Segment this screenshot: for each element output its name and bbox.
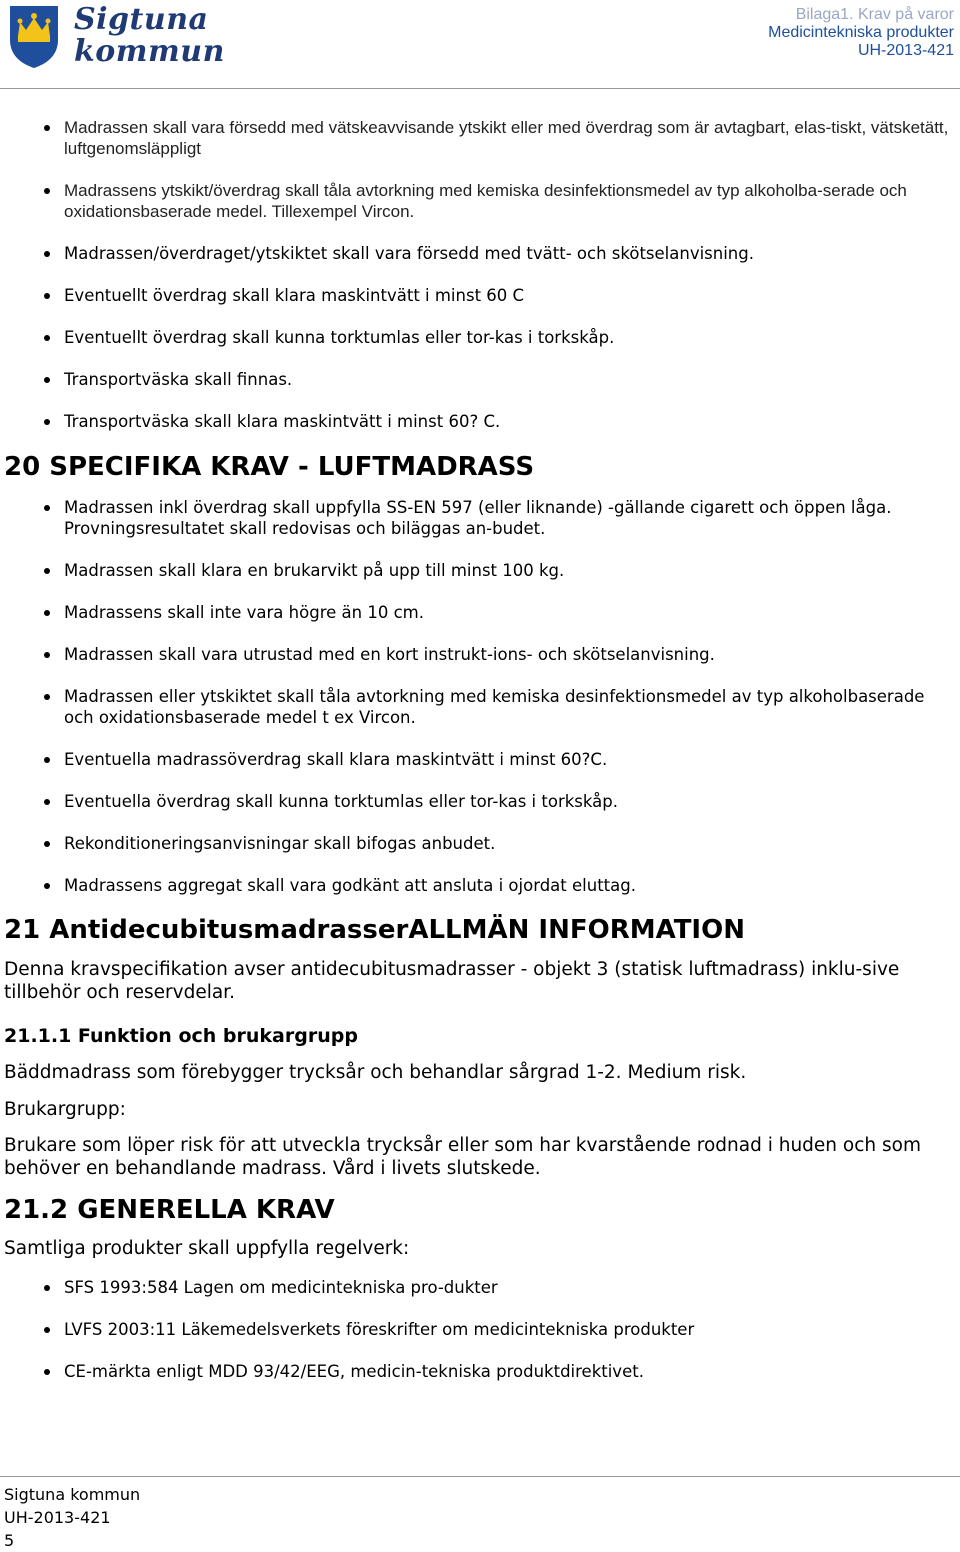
list-item: Madrassens aggregat skall vara godkänt att ansluta i ojordat eluttag. — [0, 875, 960, 896]
subsection-21-2-heading: 21.2 GENERELLA KRAV — [4, 1195, 335, 1225]
list-item: Madrassen inkl överdrag skall uppfylla SS-EN 597 (eller liknande) -gällande cigarett och öppen låga. Provningsresultatet skall redovisas och biläggas an-budet. — [0, 497, 960, 539]
list-item: Eventuellt överdrag skall kunna torktumlas eller tor-kas i torkskåp. — [0, 327, 960, 348]
logo-text — [74, 4, 225, 68]
regulations-list — [0, 1277, 960, 1403]
subsection-paragraph: Samtliga produkter skall uppfylla regelverk: — [4, 1238, 410, 1259]
footer-reference: UH-2013-421 — [4, 1508, 111, 1527]
list-item: Eventuella överdrag skall kunna torktumlas eller tor-kas i torkskåp. — [0, 791, 960, 812]
list-item: Eventuellt överdrag skall klara maskintvätt i minst 60 C — [0, 285, 960, 306]
list-item: LVFS 2003:11 Läkemedelsverkets föreskrifter om medicintekniska produkter — [0, 1319, 960, 1340]
list-item: Rekonditioneringsanvisningar skall bifogas anbudet. — [0, 833, 960, 854]
list-item: Madrassen skall klara en brukarvikt på upp till minst 100 kg. — [0, 560, 960, 581]
list-item: Transportväska skall finnas. — [0, 369, 960, 390]
subsection-21-1-1-heading: 21.1.1 Funktion och brukargrupp — [4, 1025, 358, 1047]
footer — [4, 1483, 140, 1552]
list-item: Eventuella madrassöverdrag skall klara maskintvätt i minst 60?C. — [0, 749, 960, 770]
sigtuna-logo — [6, 2, 225, 74]
header-divider — [0, 88, 960, 89]
list-item: Madrassens ytskikt/överdrag skall tåla avtorkning med kemiska desinfektionsmedel av typ alkoholba-serade och oxidationsbaserade medel. Tillexempel Vircon. — [0, 180, 960, 222]
list-item: Transportväska skall klara maskintvätt i minst 60? C. — [0, 411, 960, 432]
subsection-paragraph: Brukargrupp: — [4, 1099, 126, 1120]
list-item: SFS 1993:584 Lagen om medicintekniska pro-dukter — [0, 1277, 960, 1298]
section-20-list — [0, 497, 960, 917]
subsection-paragraph: Brukare som löper risk för att utveckla trycksår eller som har kvarstående rodnad i huden och som behöver en behandlande madrass. Vård i livets slutskede. — [4, 1135, 921, 1179]
section-20-heading: 20 SPECIFIKA KRAV - LUFTMADRASS — [4, 452, 535, 482]
list-item: Madrassen/överdraget/ytskiktet skall vara försedd med tvätt- och skötselanvisning. — [0, 243, 960, 264]
logo-text-line1: Sigtuna — [74, 2, 209, 37]
reference-number: UH-2013-421 — [857, 42, 954, 59]
list-item: Madrassens skall inte vara högre än 10 cm. — [0, 602, 960, 623]
subsection-paragraph: Bäddmadrass som förebygger trycksår och behandlar sårgrad 1-2. Medium risk. — [4, 1062, 747, 1083]
section-21-intro: Denna kravspecifikation avser antidecubitusmadrasser - objekt 3 (statisk luftmadrass) inklu-sive tillbehör och reservdelar. — [4, 959, 900, 1003]
footer-organization: Sigtuna kommun — [4, 1485, 141, 1504]
requirements-list-top — [0, 117, 960, 453]
list-item: CE-märkta enligt MDD 93/42/EEG, medicin-tekniska produktdirektivet. — [0, 1361, 960, 1382]
category-title: Medicintekniska produkter — [768, 24, 954, 41]
attachment-title: Bilaga1. Krav på varor — [795, 6, 954, 23]
section-21-heading: 21 AntidecubitusmadrasserALLMÄN INFORMATION — [4, 915, 745, 945]
footer-divider — [0, 1476, 960, 1477]
list-item: Madrassen skall vara försedd med vätskeavvisande ytskikt eller med överdrag som är avtagbart, elas-tiskt, vätsketätt, luftgenomsläppligt — [0, 117, 960, 159]
list-item: Madrassen eller ytskiktet skall tåla avtorkning med kemiska desinfektionsmedel av typ alkoholbaserade och oxidationsbaserade medel t ex Vircon. — [0, 686, 960, 728]
list-item: Madrassen skall vara utrustad med en kort instrukt-ions- och skötselanvisning. — [0, 644, 960, 665]
crown-shield-icon — [6, 4, 62, 70]
document-reference — [768, 6, 954, 60]
logo-text-line2: kommun — [74, 34, 225, 69]
page-number: 5 — [4, 1531, 15, 1550]
